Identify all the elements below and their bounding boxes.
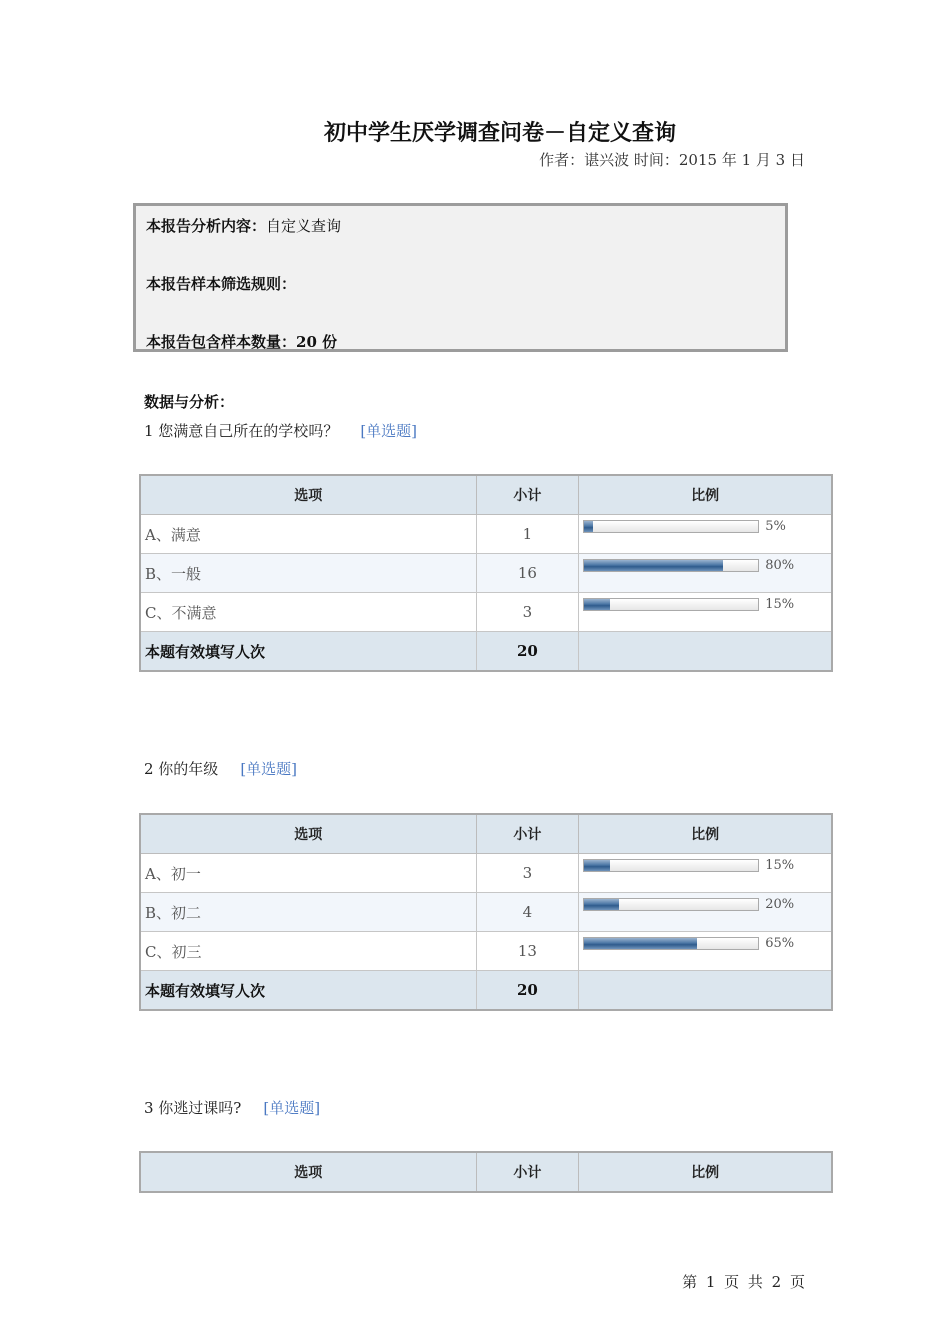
ratio-bar-fill (584, 938, 697, 949)
data-analysis-heading: 数据与分析： (144, 393, 235, 411)
ratio-bar (583, 559, 759, 572)
header-ratio: 比例 (579, 475, 832, 515)
author-date-line: 作者：谌兴波 时间：2015 年 1 月 3 日 (539, 151, 805, 169)
total-count: 20 (476, 632, 579, 672)
option-count: 3 (476, 593, 579, 632)
option-label: B、一般 (140, 554, 476, 593)
ratio-percent: 80% (765, 558, 795, 573)
summary-filter-row (146, 273, 296, 294)
ratio-bar-fill (584, 560, 723, 571)
option-count: 4 (476, 893, 579, 932)
header-count: 小计 (476, 475, 579, 515)
question-1-title (144, 420, 417, 441)
option-label: C、初三 (140, 932, 476, 971)
ratio-bar-fill (584, 860, 610, 871)
ratio-cell (579, 893, 832, 932)
total-label: 本题有效填写人次 (140, 971, 476, 1011)
total-empty-cell (579, 632, 832, 672)
ratio-bar-fill (584, 599, 610, 610)
ratio-bar (583, 520, 759, 533)
ratio-cell (579, 932, 832, 971)
summary-count-row (146, 331, 337, 352)
table-row (140, 554, 832, 593)
question-2-title (144, 758, 297, 779)
option-count: 13 (476, 932, 579, 971)
header-option: 选项 (140, 475, 476, 515)
header-ratio: 比例 (579, 1152, 832, 1192)
document-title: 初中学生厌学调查问卷－自定义查询 (323, 120, 676, 146)
option-count: 3 (476, 854, 579, 893)
total-label: 本题有效填写人次 (140, 632, 476, 672)
option-count: 16 (476, 554, 579, 593)
table-total-row (140, 632, 832, 672)
option-label: A、满意 (140, 515, 476, 554)
total-empty-cell (579, 971, 832, 1011)
ratio-bar (583, 898, 759, 911)
header-ratio: 比例 (579, 814, 832, 854)
summary-content-value: 自定义查询 (266, 217, 342, 235)
page-number: 第 1 页 共 2 页 (682, 1273, 805, 1291)
table-header-row (140, 814, 832, 854)
ratio-cell (579, 554, 832, 593)
option-label: C、不满意 (140, 593, 476, 632)
ratio-cell (579, 515, 832, 554)
question-3-title (144, 1097, 320, 1118)
question-2-type: [单选题] (240, 760, 298, 778)
ratio-percent: 15% (765, 597, 795, 612)
table-row (140, 854, 832, 893)
question-3-table (139, 1151, 833, 1193)
question-1-table (139, 474, 833, 672)
ratio-percent: 65% (765, 936, 795, 951)
ratio-cell (579, 854, 832, 893)
summary-content-label: 本报告分析内容： (146, 217, 267, 235)
total-count: 20 (476, 971, 579, 1011)
ratio-bar-fill (584, 899, 619, 910)
header-option: 选项 (140, 814, 476, 854)
option-count: 1 (476, 515, 579, 554)
question-2-table (139, 813, 833, 1011)
table-row (140, 515, 832, 554)
question-2-text: 2 你的年级 (144, 760, 219, 778)
report-summary-box (133, 203, 788, 352)
ratio-cell (579, 593, 832, 632)
table-row (140, 593, 832, 632)
summary-content-row (146, 215, 341, 236)
option-label: A、初一 (140, 854, 476, 893)
ratio-percent: 5% (765, 519, 786, 534)
question-1-type: [单选题] (360, 422, 418, 440)
table-header-row (140, 475, 832, 515)
summary-count-label: 本报告包含样本数量：20 份 (146, 333, 338, 351)
table-row (140, 932, 832, 971)
ratio-bar (583, 937, 759, 950)
header-option: 选项 (140, 1152, 476, 1192)
option-label: B、初二 (140, 893, 476, 932)
summary-filter-label: 本报告样本筛选规则： (146, 275, 297, 293)
question-3-text: 3 你逃过课吗? (144, 1099, 242, 1117)
ratio-percent: 20% (765, 897, 795, 912)
ratio-bar (583, 598, 759, 611)
table-header-row (140, 1152, 832, 1192)
table-total-row (140, 971, 832, 1011)
question-3-type: [单选题] (263, 1099, 321, 1117)
ratio-bar (583, 859, 759, 872)
ratio-bar-fill (584, 521, 593, 532)
table-row (140, 893, 832, 932)
header-count: 小计 (476, 814, 579, 854)
ratio-percent: 15% (765, 858, 795, 873)
header-count: 小计 (476, 1152, 579, 1192)
question-1-text: 1 您满意自己所在的学校吗？ (144, 422, 339, 440)
